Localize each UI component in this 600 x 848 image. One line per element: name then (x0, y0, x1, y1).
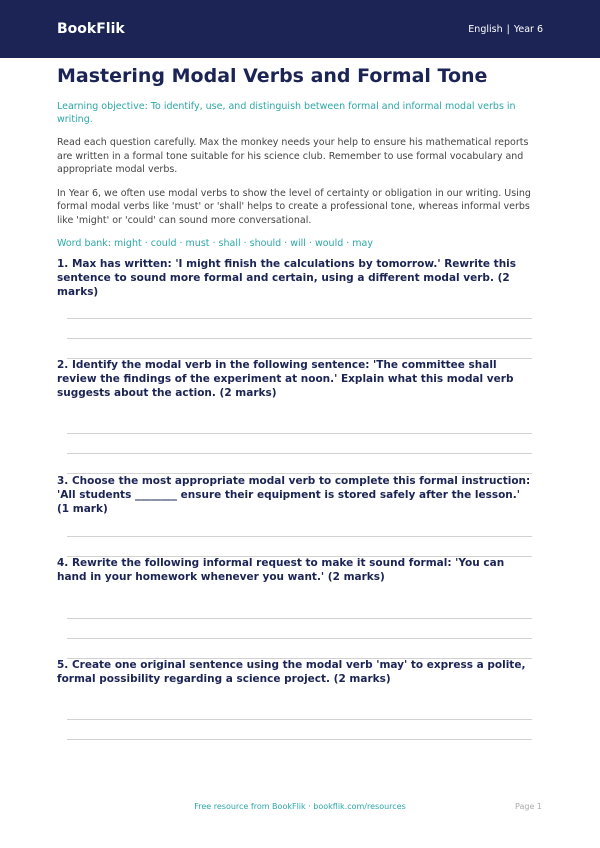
header-meta (468, 24, 543, 35)
answer-line[interactable] (67, 318, 532, 319)
subject-label: English (468, 23, 503, 35)
answer-line[interactable] (67, 338, 532, 339)
question-5: 5. Create one original sentence using the modal verb 'may' to express a polite, formal possibility regarding a science project. (2 marks) (57, 659, 526, 685)
answer-line[interactable] (67, 719, 532, 720)
question-3: 3. Choose the most appropriate modal verb to complete this formal instruction: 'All students ________ ensure their equipment is stored safely after the lesson.' (1 mark) (57, 475, 531, 515)
page-number: Page 1 (515, 802, 542, 811)
answer-line[interactable] (67, 618, 532, 619)
learning-objective: Learning objective: To identify, use, and distinguish between formal and informal modal verbs in writing. (57, 101, 516, 125)
brand-logo[interactable]: BookFlik (57, 21, 125, 37)
answer-line[interactable] (67, 739, 532, 740)
footer-resource-link[interactable]: Free resource from BookFlik · bookflik.com/resources (194, 802, 406, 811)
answer-line[interactable] (67, 638, 532, 639)
answer-line[interactable] (67, 453, 532, 454)
question-4: 4. Rewrite the following informal request to make it sound formal: 'You can hand in your homework whenever you want.' (2 marks) (57, 557, 505, 583)
intro-section (57, 64, 532, 249)
year-label: Year 6 (513, 23, 543, 35)
answer-line[interactable] (67, 536, 532, 537)
question-1: 1. Max has written: 'I might finish the calculations by tomorrow.' Rewrite this sentence to sound more formal and certain, using a different modal verb. (2 marks) (57, 258, 517, 298)
intro-paragraph-1: Read each question carefully. Max the monkey needs your help to ensure his mathematical reports are written in a formal tone suitable for his science club. Remember to use formal vocabulary and appropriate modal verbs. (57, 137, 529, 175)
answer-line[interactable] (67, 433, 532, 434)
question-2: 2. Identify the modal verb in the following sentence: 'The committee shall review the findings of the experiment at noon.' Explain what this modal verb suggests about the action. (2 marks) (57, 359, 514, 399)
meta-separator: | (506, 23, 510, 35)
page-header (0, 0, 600, 58)
page-title: Mastering Modal Verbs and Formal Tone (57, 65, 488, 87)
word-bank: Word bank: might · could · must · shall · should · will · would · may (57, 238, 373, 249)
intro-paragraph-2: In Year 6, we often use modal verbs to show the level of certainty or obligation in our writing. Using formal modal verbs like 'must' or 'shall' helps to create a professional tone, whereas informal verbs like 'might' or 'could' can sound more conversational. (57, 187, 531, 226)
